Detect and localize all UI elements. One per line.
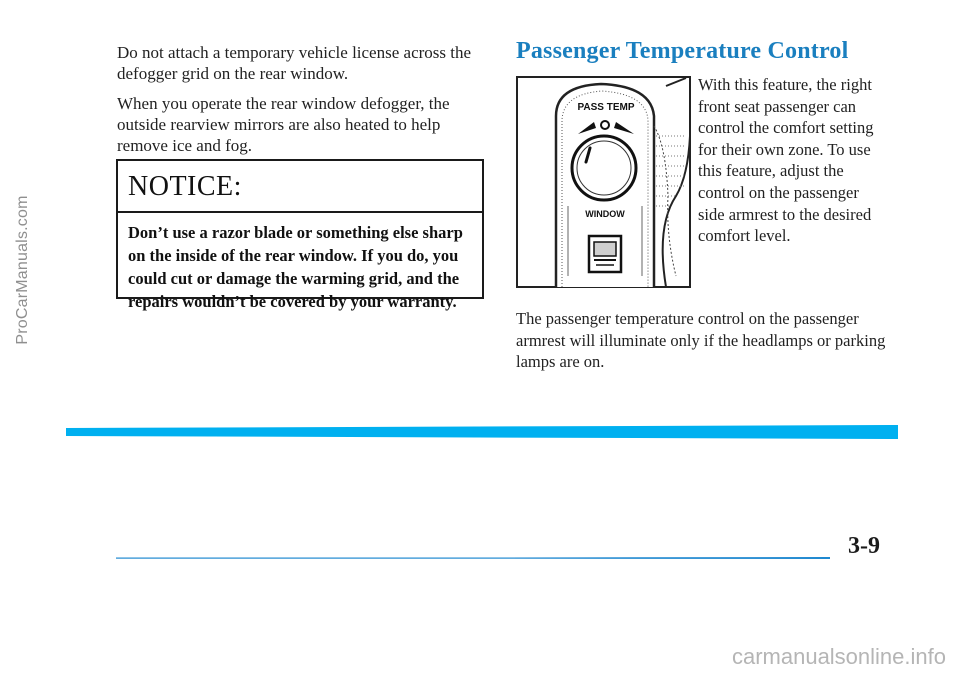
bottom-watermark (0, 642, 960, 672)
side-watermark-text: ProCarManuals.com (14, 195, 31, 345)
notice-heading: NOTICE: (128, 171, 242, 202)
feature-description: With this feature, the right front seat passenger can control the comfort setting for their own zone. To use this feature, adjust the control on the passenger side armrest to the desired comfort level. (698, 75, 874, 246)
cyan-divider-bar (66, 423, 898, 439)
illumination-note: The passenger temperature control on the passenger armrest will illuminate only if the headlamps or parking lamps are on. (516, 309, 886, 372)
notice-body: Don’t use a razor blade or something else sharp on the inside of the rear window. If you do, you could cut or damage the warming grid, and the repairs wouldn’t be covered by your warranty. (128, 223, 463, 311)
armrest-control-drawing (516, 76, 691, 288)
page-number: 3-9 (848, 533, 880, 559)
notice-box (116, 159, 484, 311)
cyan-bar-shape (66, 423, 898, 439)
temperature-knob (572, 136, 636, 200)
footer-rule-shape (116, 556, 830, 560)
notice-header (118, 161, 482, 213)
section-title: Passenger Temperature Control (516, 38, 849, 64)
right-column (516, 38, 886, 65)
cyan-bar-fill (66, 425, 898, 439)
window-label: WINDOW (585, 209, 625, 219)
defogger-mirrors-paragraph: When you operate the rear window defogger, the outside rearview mirrors are also heated to help remove ice and fog. (117, 94, 450, 155)
license-paragraph: Do not attach a temporary vehicle license across the defogger grid on the rear window. (117, 43, 472, 83)
window-switch-top (594, 242, 616, 256)
left-column (117, 42, 487, 165)
side-watermark (8, 60, 38, 480)
footer-rule-core (116, 558, 830, 559)
pass-temp-label: PASS TEMP (577, 102, 635, 113)
footer-rule (116, 547, 830, 551)
passenger-control-illustration (516, 76, 691, 288)
bottom-watermark-text: carmanualsonline.info (731, 644, 946, 669)
